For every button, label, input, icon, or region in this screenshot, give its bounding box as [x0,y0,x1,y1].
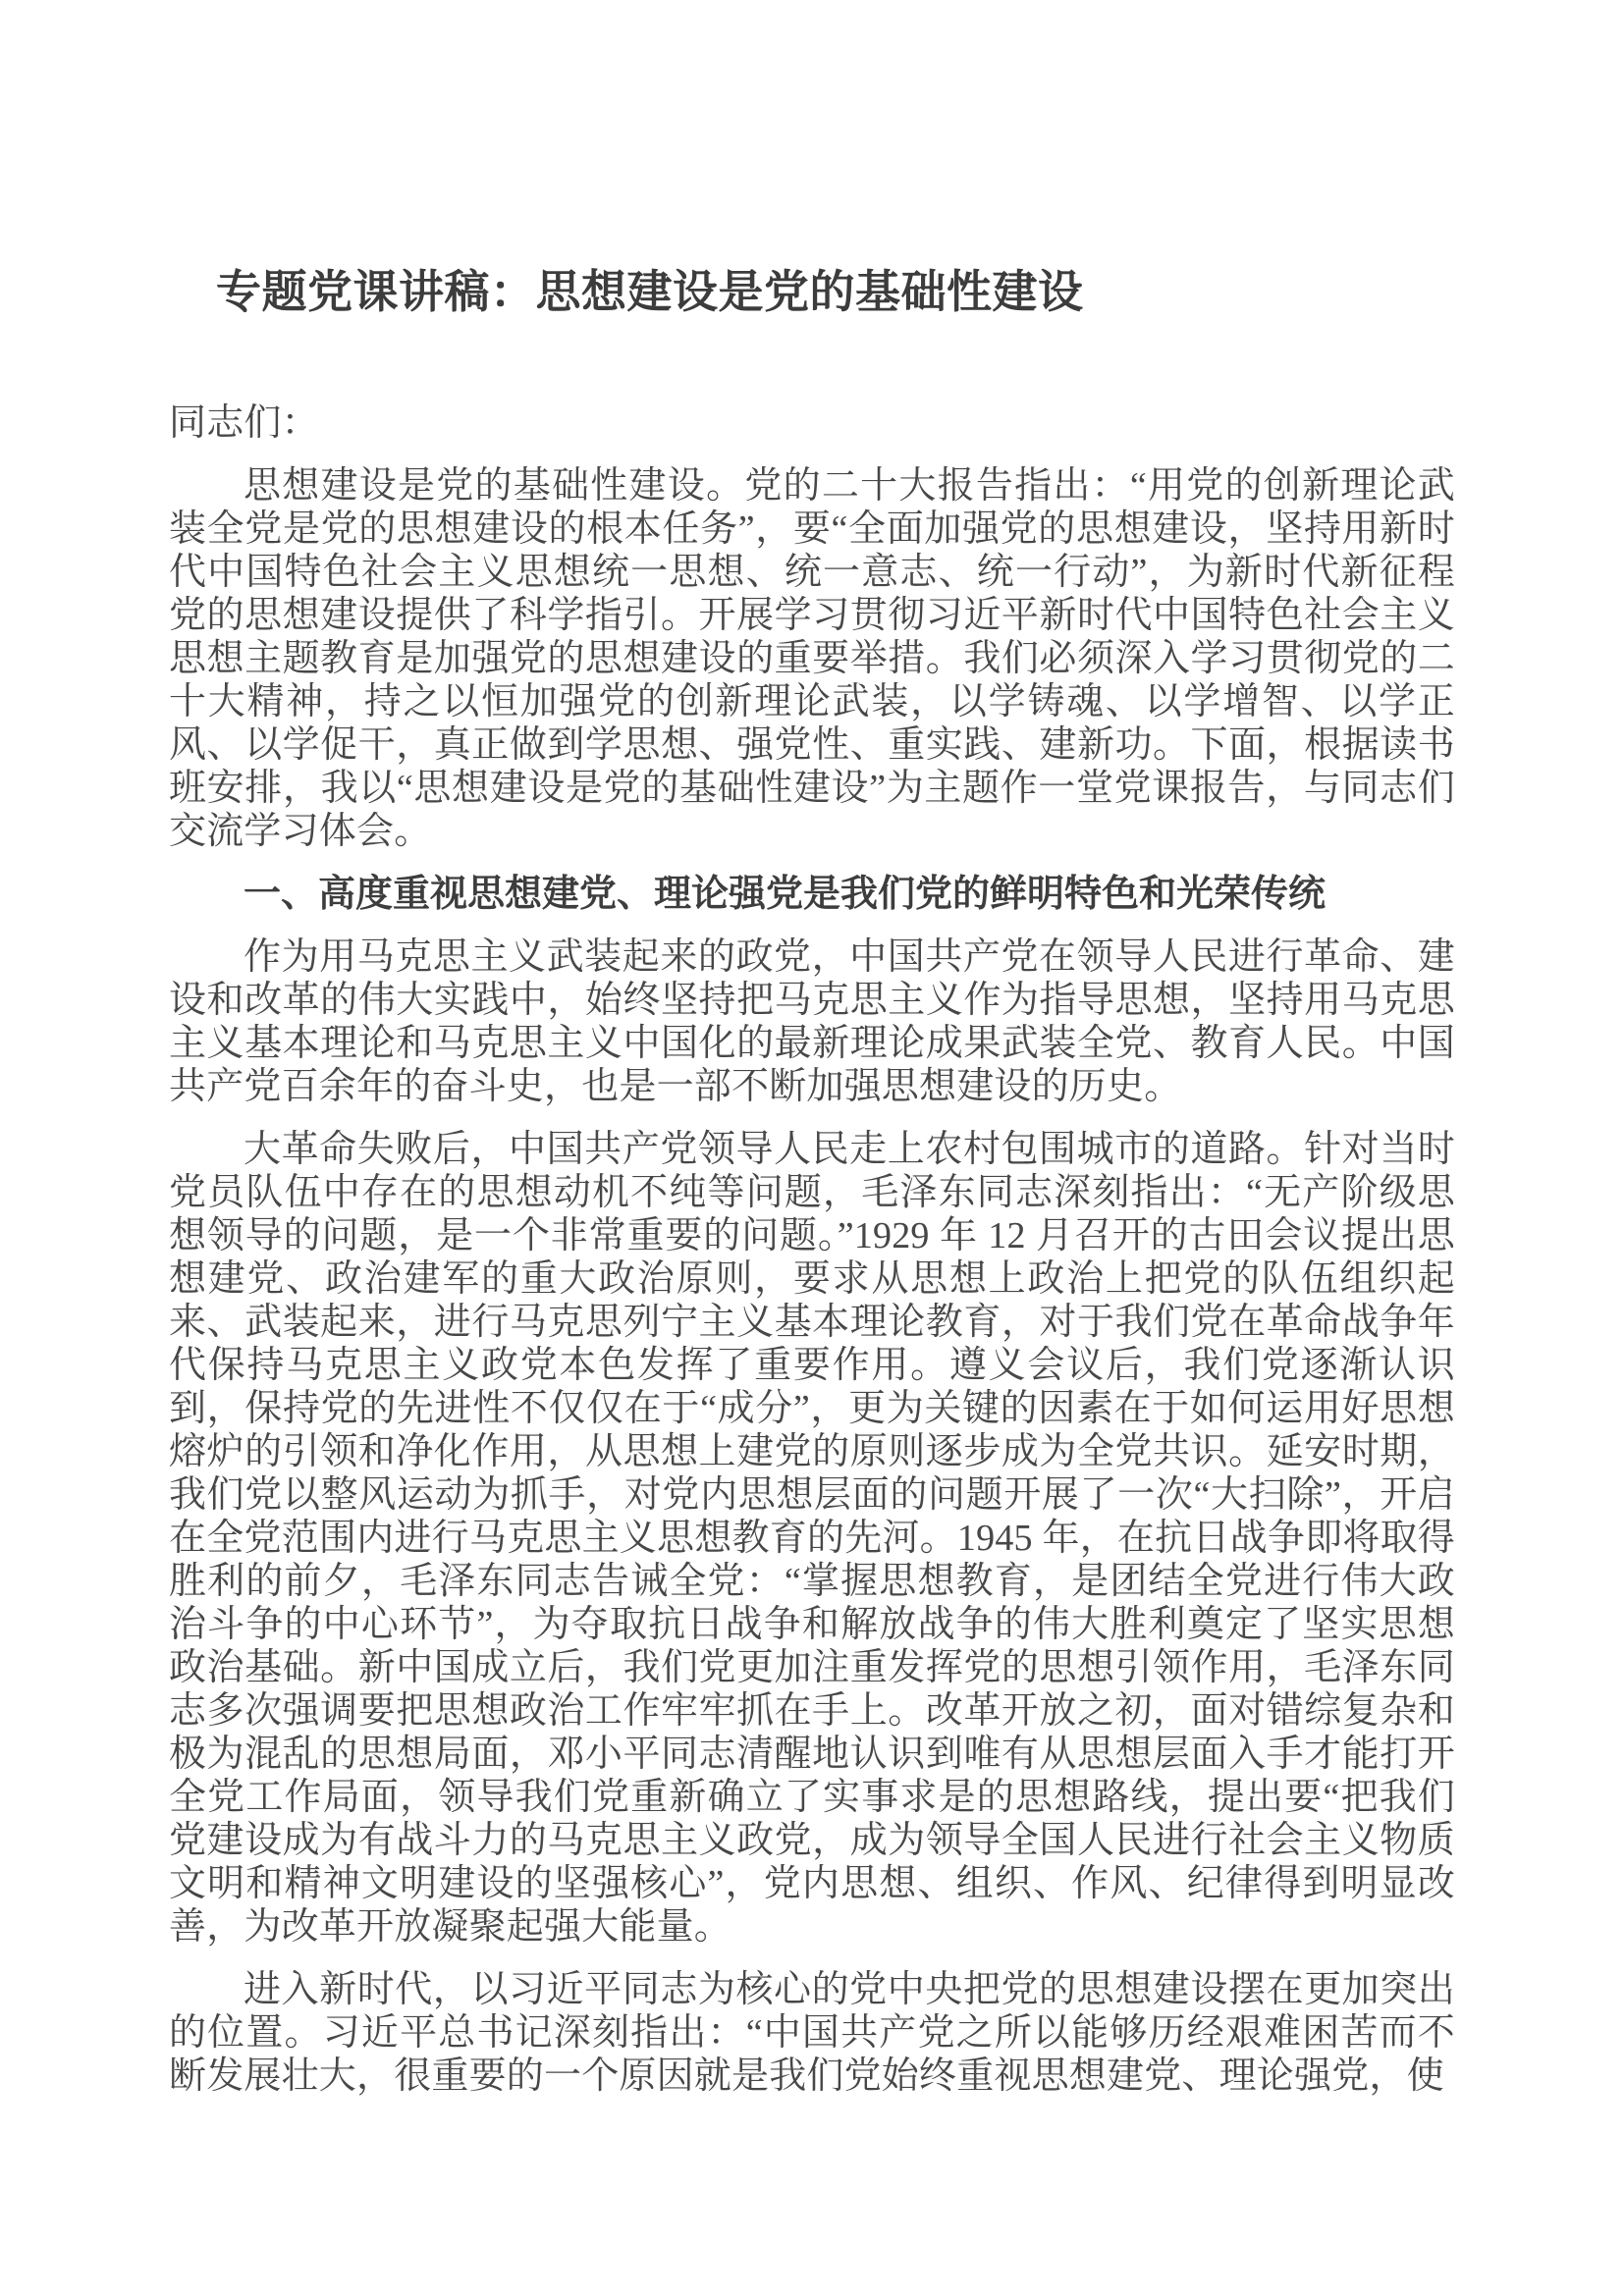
paragraph-marxism-foundation: 作为用马克思主义武装起来的政党，中国共产党在领导人民进行革命、建设和改革的伟大实践中，始终坚持把马克思主义作为指导思想，坚持用马克思主义基本理论和马克思主义中国化的最新理论成果武装全党、教育人民。中国共产党百余年的奋斗史，也是一部不断加强思想建设的历史。 [169,936,1455,1108]
paragraph-new-era: 进入新时代，以习近平同志为核心的党中央把党的思想建设摆在更加突出的位置。习近平总书记深刻指出：“中国共产党之所以能够历经艰难困苦而不断发展壮大，很重要的一个原因就是我们党始终重视思想建党、理论强党，使 [169,1969,1455,2098]
salutation: 同志们： [169,402,319,445]
paragraph-intro: 思想建设是党的基础性建设。党的二十大报告指出：“用党的创新理论武装全党是党的思想建设的根本任务”，要“全面加强党的思想建设，坚持用新时代中国特色社会主义思想统一思想、统一意志、统一行动”，为新时代新征程党的思想建设提供了科学指引。开展学习贯彻习近平新时代中国特色社会主义思想主题教育是加强党的思想建设的重要举措。我们必须深入学习贯彻党的二十大精神，持之以恒加强党的创新理论武装，以学铸魂、以学增智、以学正风、以学促干，真正做到学思想、强党性、重实践、建新功。下面，根据读书班安排，我以“思想建设是党的基础性建设”为主题作一堂党课报告，与同志们交流学习体会。 [169,465,1455,853]
document-title: 专题党课讲稿：思想建设是党的基础性建设 [216,266,1084,317]
section-heading-1: 一、高度重视思想建党、理论强党是我们党的鲜明特色和光荣传统 [244,874,1326,916]
paragraph-history: 大革命失败后，中国共产党领导人民走上农村包围城市的道路。针对当时党员队伍中存在的思想动机不纯等问题，毛泽东同志深刻指出：“无产阶级思想领导的问题，是一个非常重要的问题。”1929 年 12 月召开的古田会议提出思想建党、政治建军的重大政治原则，要求从思想上政治上把党的队伍组织起来、武装起来，进行马克思列宁主义基本理论教育，对于我们党在革命战争年代保持马克思主义政党本色发挥了重要作用。遵义会议后，我们党逐渐认识到，保持党的先进性不仅仅在于“成分”，更为关键的因素在于如何运用好思想熔炉的引领和净化作用，从思想上建党的原则逐步成为全党共识。延安时期，我们党以整风运动为抓手，对党内思想层面的问题开展了一次“大扫除”，开启在全党范围内进行马克思主义思想教育的先河。1945 年，在抗日战争即将取得胜利的前夕，毛泽东同志告诫全党：“掌握思想教育，是团结全党进行伟大政治斗争的中心环节”，为夺取抗日战争和解放战争的伟大胜利奠定了坚实思想政治基础。新中国成立后，我们党更加注重发挥党的思想引领作用，毛泽东同志多次强调要把思想政治工作牢牢抓在手上。改革开放之初，面对错综复杂和极为混乱的思想局面，邓小平同志清醒地认识到唯有从思想层面入手才能打开全党工作局面，领导我们党重新确立了实事求是的思想路线，提出要“把我们党建设成为有战斗力的马克思主义政党，成为领导全国人民进行社会主义物质文明和精神文明建设的坚强核心”，党内思想、组织、作风、纪律得到明显改善，为改革开放凝聚起强大能量。 [169,1129,1455,1949]
